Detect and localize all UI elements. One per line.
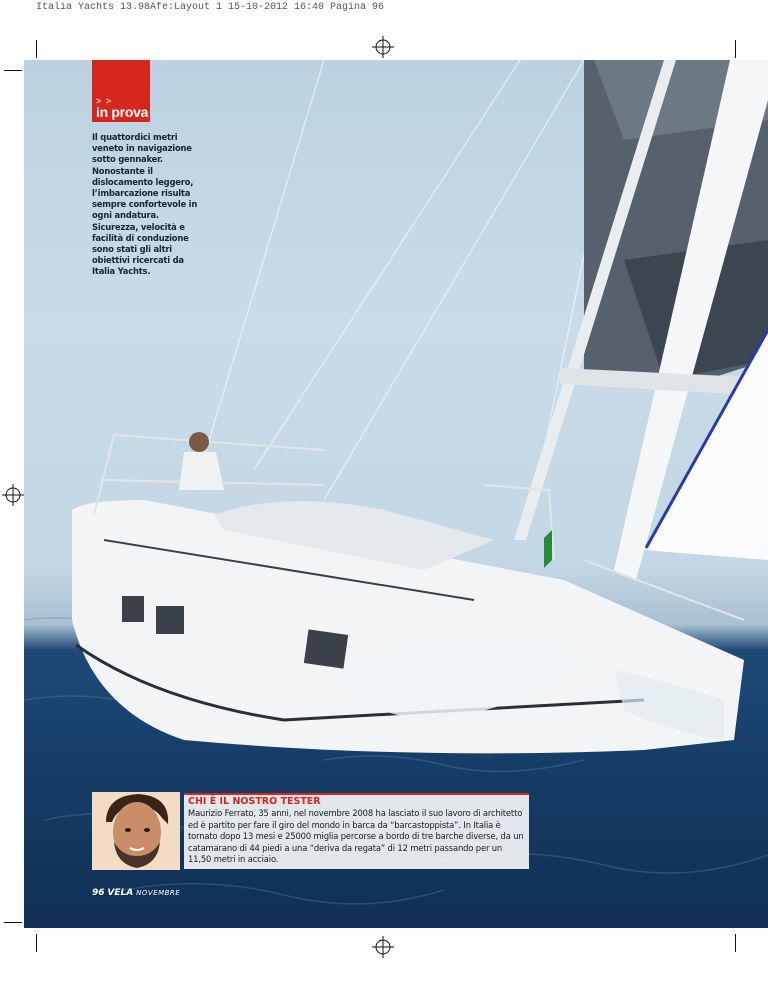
issue-month: NOVEMBRE: [136, 889, 181, 897]
registration-mark-icon: [372, 36, 394, 58]
page-number: 96: [92, 888, 105, 898]
print-slug-line: Italia Yachts 13.98Afe:Layout 1 15-10-2012 16:40 Pagina 96: [36, 2, 385, 13]
tester-bio: Maurizio Ferrato, 35 anni, nel novembre 2008 ha lasciato il suo lavoro di architetto ed è partito per fare il giro del mondo in barca da “barcastoppista”. In Italia è tornato dopo 13 mesi e 25000 miglia percorse a bordo di tre barche diverse, da un catamarano di 44 piedi a una “deriva da regata” di 12 metri passando per un 11,50 metri in acciaio.: [188, 808, 524, 864]
crop-mark: [735, 40, 736, 58]
crop-mark: [735, 934, 736, 952]
magazine-name: VELA: [107, 888, 134, 898]
tester-box: [184, 793, 529, 869]
crop-mark: [4, 922, 22, 923]
photo-caption: Il quattordici metri veneto in navigazione sotto gennaker. Nonostante il dislocamento leggero, l’imbarcazione risulta sempre confortevole in ogni andatura. Sicurezza, velocità e facilità di conduzione sono stati gli altri obiettivi ricercati da Italia Yachts.: [92, 132, 198, 277]
section-arrows: > >: [96, 96, 113, 106]
page-folio: [92, 888, 180, 898]
crop-mark: [36, 40, 37, 58]
section-label: in prova: [96, 104, 149, 120]
crop-mark: [4, 70, 22, 71]
section-badge: [92, 60, 150, 122]
registration-mark-icon: [2, 484, 24, 506]
crop-mark: [36, 934, 37, 952]
registration-mark-icon: [372, 936, 394, 958]
tester-title: CHI È IL NOSTRO TESTER: [188, 796, 321, 807]
tester-portrait: [92, 792, 180, 870]
